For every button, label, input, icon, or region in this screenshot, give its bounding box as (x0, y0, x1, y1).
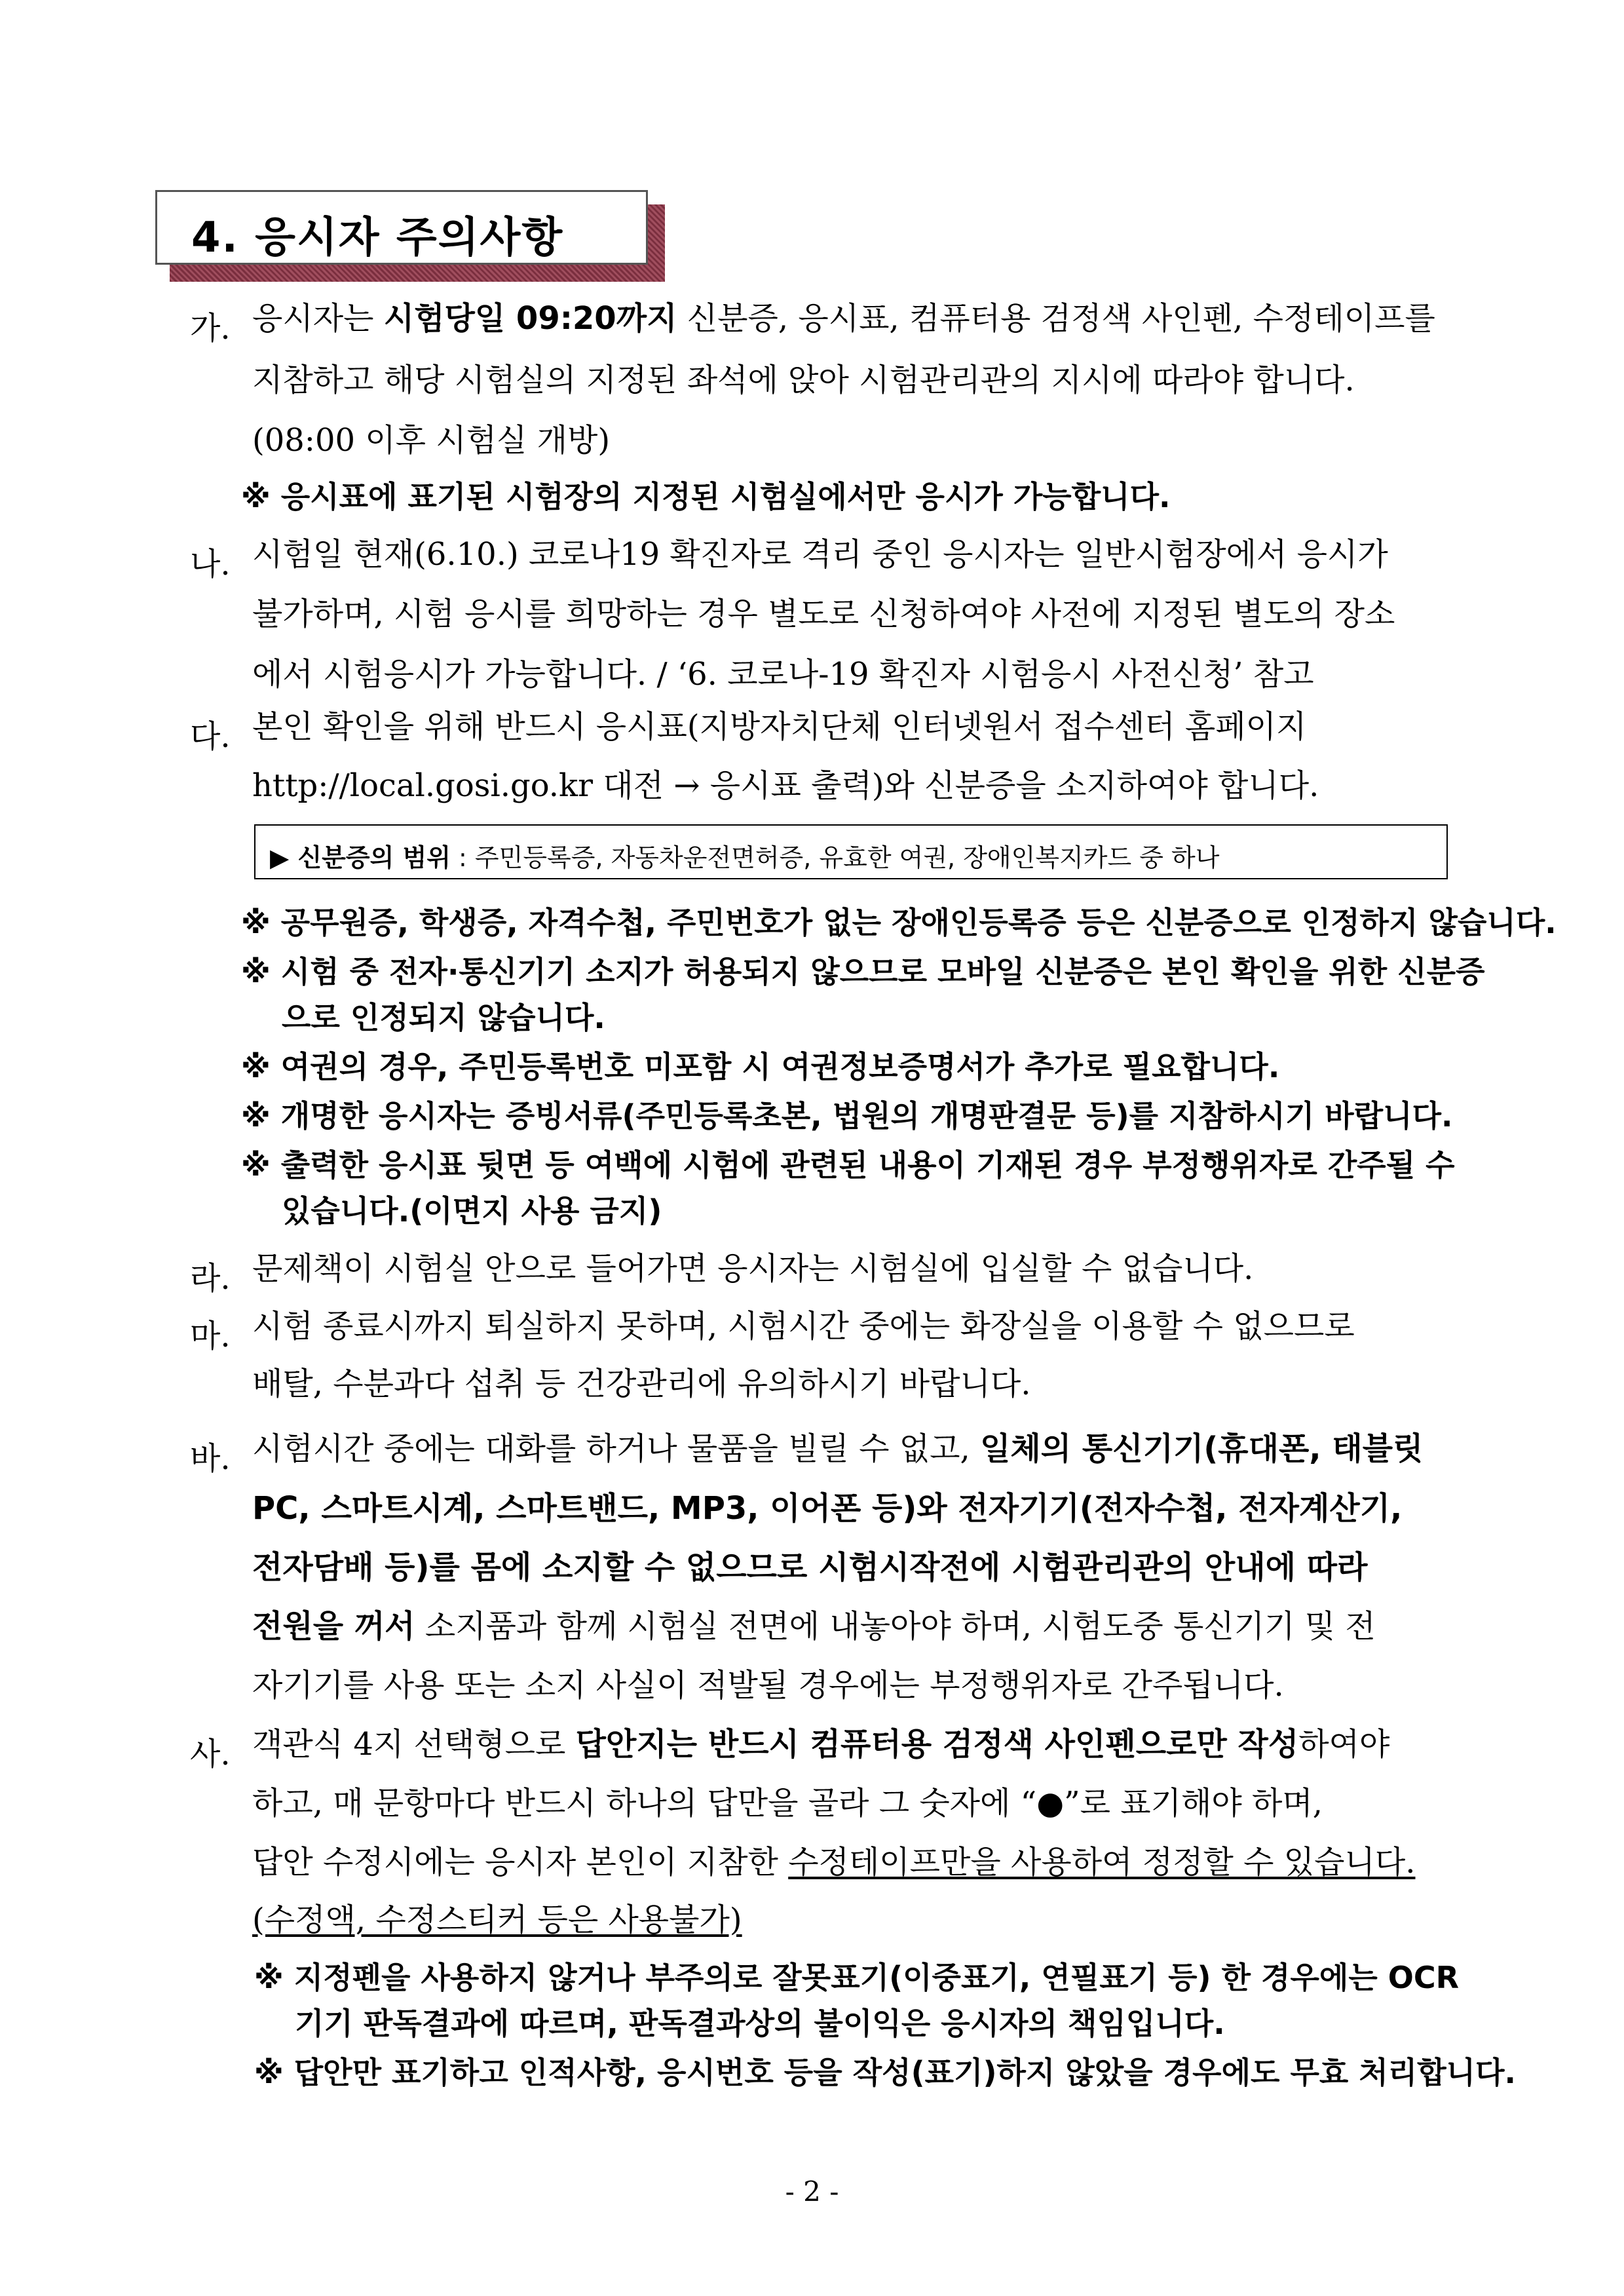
item-ga-text-1b: 시험당일 09:20까지 (383, 300, 677, 337)
page-number: - 2 - (785, 2175, 839, 2208)
item-ba-line-3: 전자담배 등)를 몸에 소지할 수 없으므로 시험시작전에 시험관리관의 안내에 따라 (252, 1549, 1368, 1586)
item-ga-note: ※ 응시표에 표기된 시험장의 지정된 시험실에서만 응시가 가능합니다. (241, 479, 1171, 514)
item-marker-da: 다. (190, 718, 231, 755)
item-sa-text-1c: 하여야 (1298, 1726, 1390, 1763)
item-ga-line-1 (252, 300, 1435, 337)
item-marker-ra: 라. (190, 1260, 231, 1297)
item-na-line-3: 에서 시험응시가 가능합니다. / ‘6. 코로나-19 확진자 시험응시 사전신청’ 참고 (252, 656, 1314, 693)
item-sa-text-1b: 답안지는 반드시 컴퓨터용 검정색 사인펜으로만 작성 (575, 1726, 1299, 1763)
item-sa-line-1 (252, 1726, 1390, 1763)
item-da-note-1: ※ 공무원증, 학생증, 자격수첩, 주민번호가 없는 장애인등록증 등은 신분증으로 인정하지 않습니다. (241, 905, 1557, 940)
item-marker-sa: 사. (190, 1736, 231, 1772)
item-sa-line-3 (252, 1844, 1416, 1881)
item-sa-line-4: (수정액, 수정스티커 등은 사용불가) (252, 1902, 742, 1938)
item-ba-line-4 (252, 1608, 1376, 1645)
item-marker-ba: 바. (190, 1440, 231, 1477)
id-scope-text (270, 837, 1219, 873)
item-ba-line-5: 자기기를 사용 또는 소지 사실이 적발될 경우에는 부정행위자로 간주됩니다. (252, 1667, 1284, 1704)
item-da-line-2: http://local.gosi.go.kr 대전 → 응시표 출력)와 신분증을 소지하여야 합니다. (252, 767, 1319, 804)
item-ba-text-4b: 소지품과 함께 시험실 전면에 내놓아야 하며, 시험도중 통신기기 및 전 (415, 1608, 1376, 1645)
item-ba-text-4a: 전원을 꺼서 (252, 1608, 415, 1645)
item-marker-ga: 가. (190, 310, 231, 347)
item-ba-text-1b: 일체의 통신기기(휴대폰, 태블릿 (980, 1430, 1424, 1467)
item-da-note-2-cont: 으로 인정되지 않습니다. (282, 1000, 605, 1035)
item-ba-line-2: PC, 스마트시계, 스마트밴드, MP3, 이어폰 등)와 전자기기(전자수첩, 전자계산기, (252, 1490, 1403, 1527)
item-da-note-5-cont: 있습니다.(이면지 사용 금지) (282, 1193, 662, 1229)
item-sa-note-1: ※ 지정펜을 사용하지 않거나 부주의로 잘못표기(이중표기, 연필표기 등) 한 경우에는 OCR (254, 1960, 1460, 1995)
item-da-note-4: ※ 개명한 응시자는 증빙서류(주민등록초본, 법원의 개명판결문 등)를 지참하시기 바랍니다. (241, 1098, 1453, 1134)
item-sa-note-1-cont: 기기 판독결과에 따르며, 판독결과상의 불이익은 응시자의 책임입니다. (295, 2006, 1225, 2041)
item-sa-text-3b: 수정테이프만을 사용하여 정정할 수 있습니다. (788, 1844, 1416, 1881)
id-scope-list: : 주민등록증, 자동차운전면허증, 유효한 여권, 장애인복지카드 중 하나 (450, 843, 1220, 872)
item-da-line-1: 본인 확인을 위해 반드시 응시표(지방자치단체 인터넷원서 접수센터 홈페이지 (252, 708, 1307, 745)
item-sa-text-3a: 답안 수정시에는 응시자 본인이 지참한 (252, 1844, 789, 1881)
item-ba-text-1a: 시험시간 중에는 대화를 하거나 물품을 빌릴 수 없고, (252, 1430, 981, 1467)
item-marker-ma: 마. (190, 1318, 231, 1354)
item-marker-na: 나. (190, 546, 231, 583)
item-ga-text-1a: 응시자는 (252, 300, 384, 337)
item-ma-line-2: 배탈, 수분과다 섭취 등 건강관리에 유의하시기 바랍니다. (252, 1366, 1031, 1402)
item-na-line-2: 불가하며, 시험 응시를 희망하는 경우 별도로 신청하여야 사전에 지정된 별도의 장소 (252, 596, 1395, 632)
id-scope-label: ▶ 신분증의 범위 (270, 843, 451, 872)
item-ga-line-2: 지참하고 해당 시험실의 지정된 좌석에 앉아 시험관리관의 지시에 따라야 합니다. (252, 362, 1355, 398)
item-da-note-5: ※ 출력한 응시표 뒷면 등 여백에 시험에 관련된 내용이 기재된 경우 부정행위자로 간주될 수 (241, 1147, 1455, 1183)
item-sa-note-2: ※ 답안만 표기하고 인적사항, 응시번호 등을 작성(표기)하지 않았을 경우에도 무효 처리합니다. (254, 2055, 1516, 2090)
item-ga-text-1c: 신분증, 응시표, 컴퓨터용 검정색 사인펜, 수정테이프를 (677, 300, 1435, 337)
item-ra-line-1: 문제책이 시험실 안으로 들어가면 응시자는 시험실에 입실할 수 없습니다. (252, 1250, 1254, 1287)
item-na-line-1: 시험일 현재(6.10.) 코로나19 확진자로 격리 중인 응시자는 일반시험장에서 응시가 (252, 536, 1388, 573)
item-ga-line-3: (08:00 이후 시험실 개방) (252, 422, 611, 459)
heading-title: 4. 응시자 주의사항 (191, 214, 564, 262)
item-da-note-3: ※ 여권의 경우, 주민등록번호 미포함 시 여권정보증명서가 추가로 필요합니다. (241, 1049, 1280, 1084)
item-ba-line-1 (252, 1430, 1424, 1467)
item-ma-line-1: 시험 종료시까지 퇴실하지 못하며, 시험시간 중에는 화장실을 이용할 수 없으므로 (252, 1308, 1355, 1345)
item-sa-text-1a: 객관식 4지 선택형으로 (252, 1726, 576, 1763)
item-sa-line-2: 하고, 매 문항마다 반드시 하나의 답만을 골라 그 숫자에 “●”로 표기해야 하며, (252, 1785, 1323, 1822)
section-heading (155, 190, 665, 282)
heading-box (155, 190, 648, 265)
item-da-note-2: ※ 시험 중 전자·통신기기 소지가 허용되지 않으므로 모바일 신분증은 본인 확인을 위한 신분증 (241, 954, 1485, 989)
id-scope-box (254, 824, 1448, 879)
